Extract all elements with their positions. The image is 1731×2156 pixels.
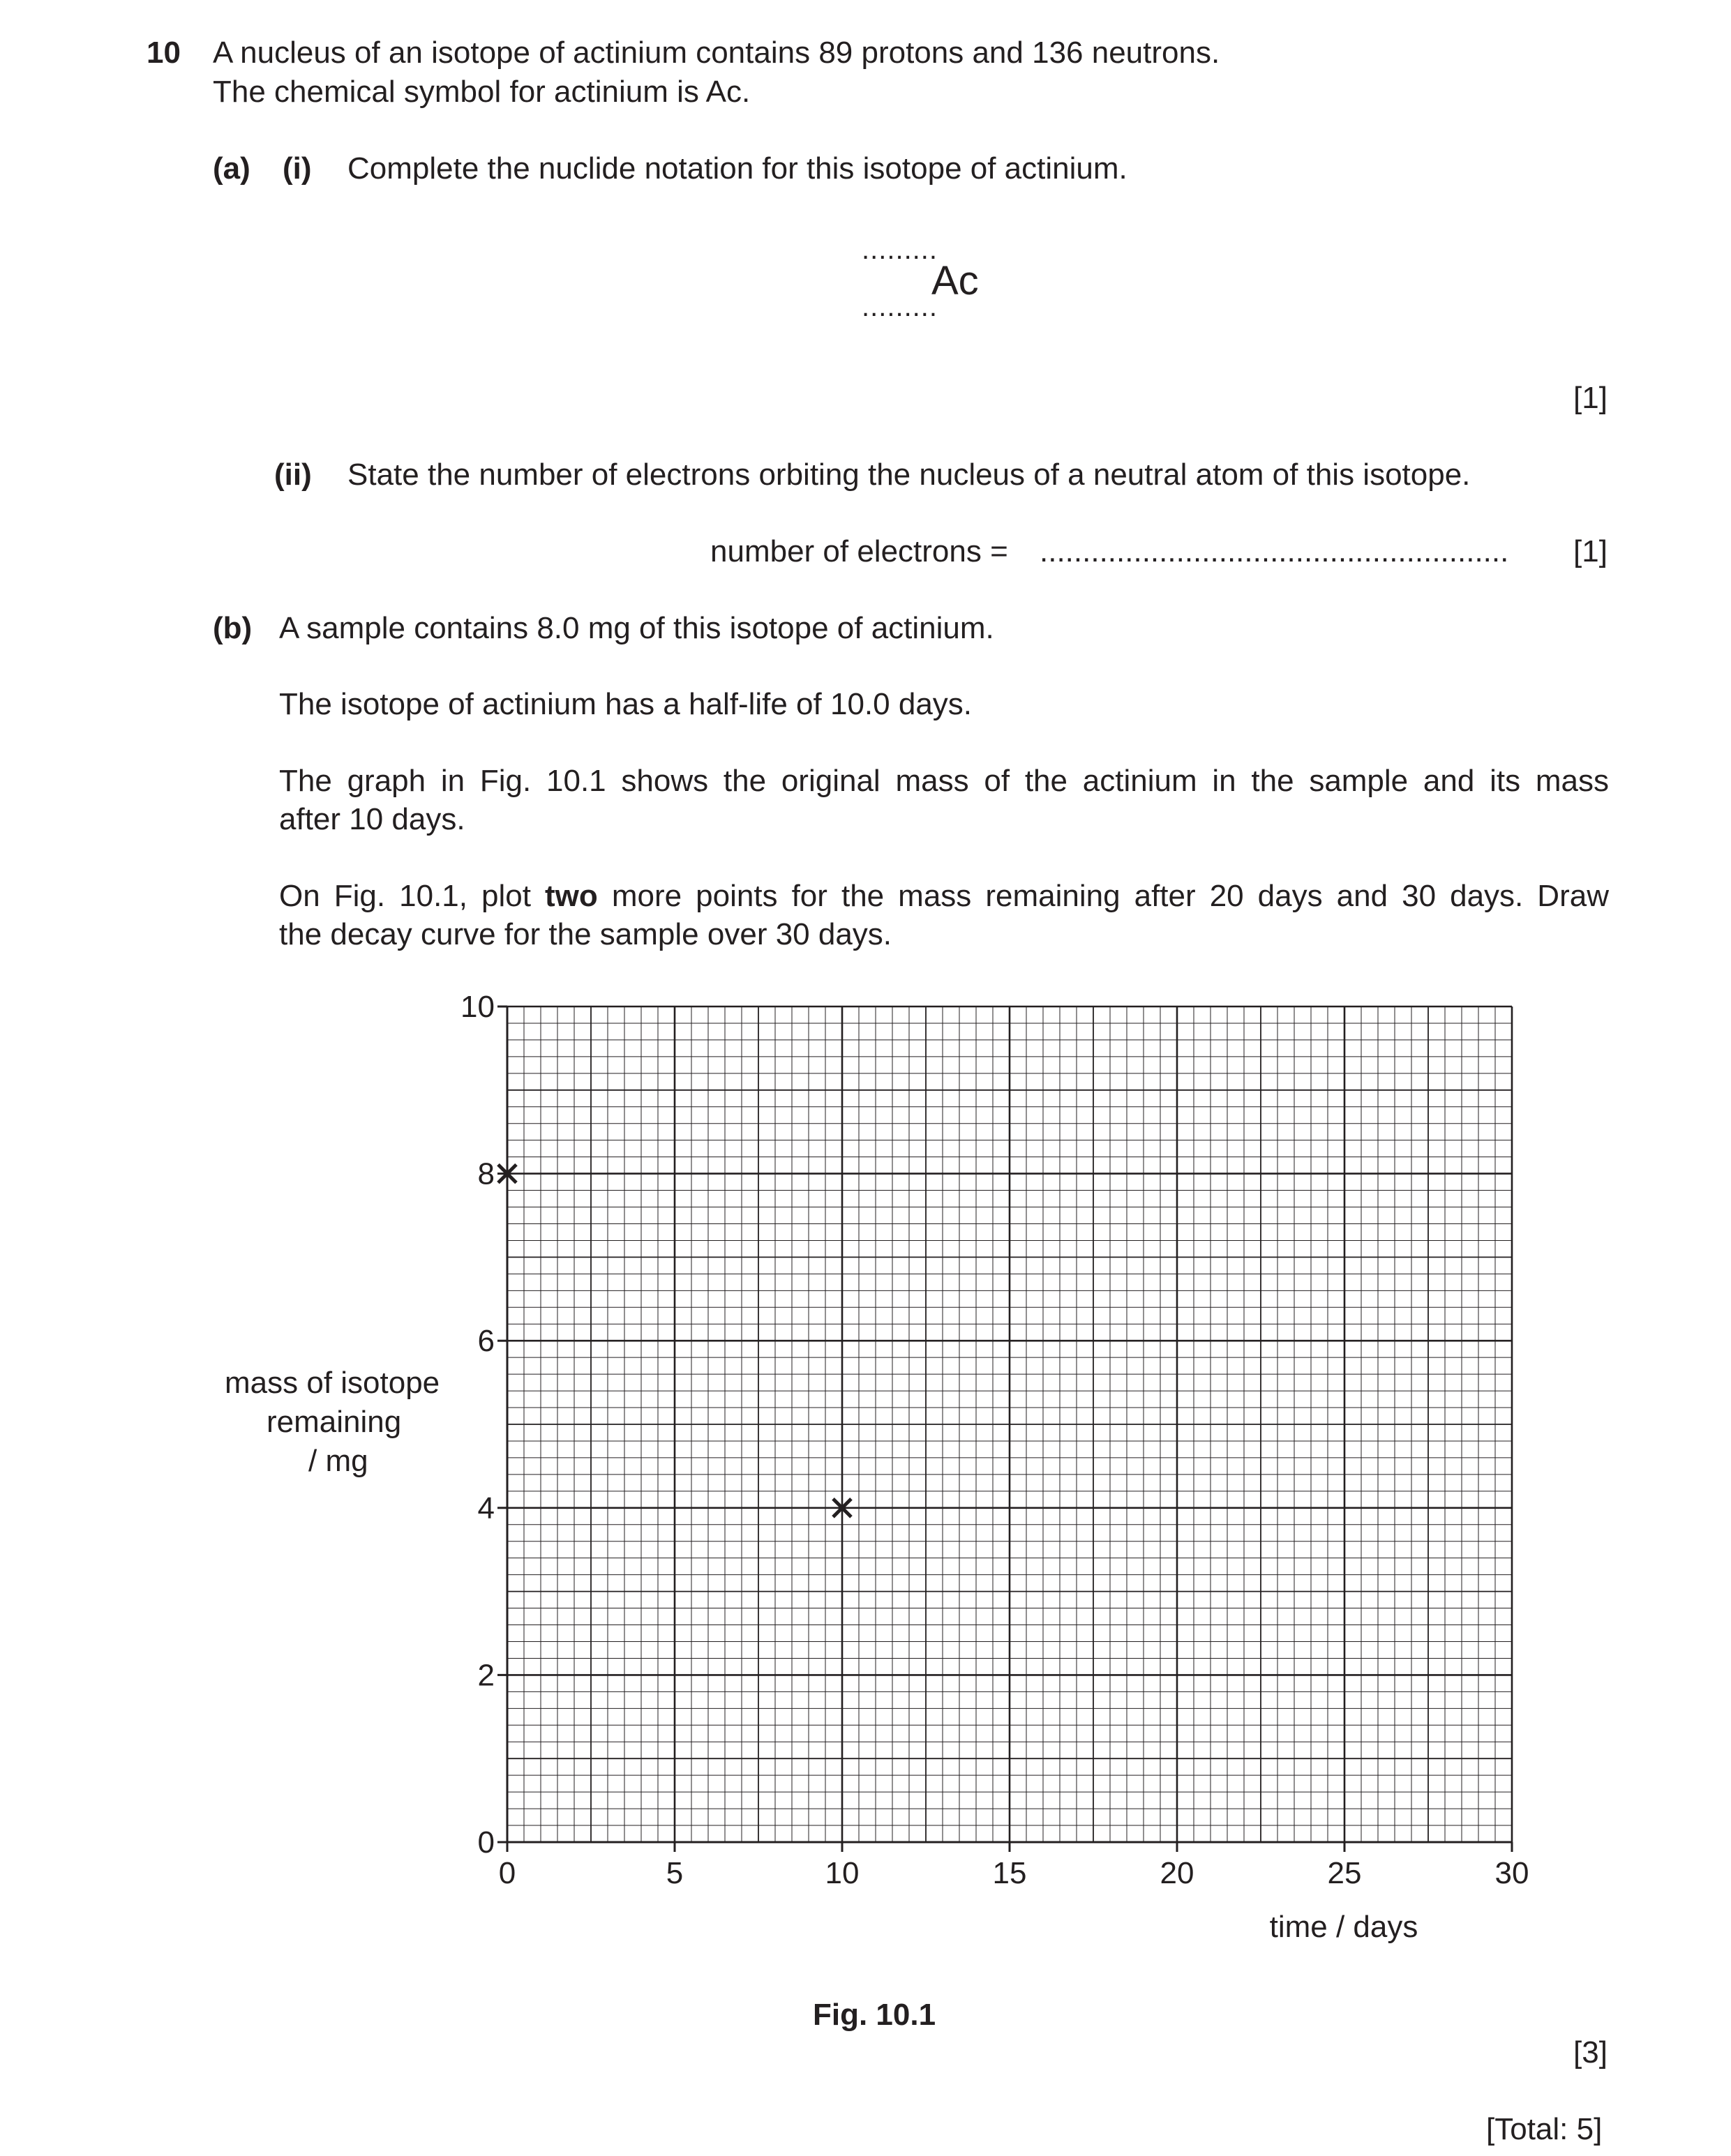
nuclide-mass-number-blank[interactable]: ......... [862, 234, 938, 265]
x-tick-label: 5 [666, 1856, 684, 1890]
part-a-i-marks: [1] [1573, 381, 1608, 415]
nuclide-symbol: Ac [931, 258, 979, 303]
electrons-answer-blank[interactable]: ....................................................... [1040, 534, 1509, 568]
part-a-label: (a) [213, 151, 250, 186]
part-a-ii-label: (ii) [274, 458, 312, 492]
part-b-para4-bold: two [545, 879, 598, 913]
y-axis-label-line3: / mg [308, 1444, 368, 1478]
part-a-i-text: Complete the nuclide notation for this isotope of actinium. [347, 151, 1127, 186]
part-b-para4-post: more points for the mass remaining after 20 days and 30 days. Draw [611, 879, 1609, 913]
part-b-para3-line1: The graph in Fig. 10.1 shows the original mass of the actinium in the sample and its mass [279, 764, 1609, 798]
part-b-line2: The isotope of actinium has a half-life of 10.0 days. [279, 687, 973, 721]
x-tick-label: 20 [1160, 1856, 1194, 1890]
y-tick-label: 10 [460, 990, 495, 1024]
question-number: 10 [147, 36, 181, 70]
y-axis-label-line1: mass of isotope [225, 1366, 440, 1400]
part-b-para3-line2: after 10 days. [279, 802, 465, 836]
part-b-line1: A sample contains 8.0 mg of this isotope of actinium. [279, 611, 994, 645]
part-a-ii-text: State the number of electrons orbiting the nucleus of a neutral atom of this isotope. [347, 458, 1471, 492]
question-intro-line1: A nucleus of an isotope of actinium contains 89 protons and 136 neutrons. [213, 36, 1220, 70]
question-intro-line2: The chemical symbol for actinium is Ac. [213, 75, 751, 109]
axis-tick-labels [460, 990, 1529, 1890]
part-b-marks: [3] [1573, 2035, 1608, 2070]
part-b-para4-line2: the decay curve for the sample over 30 days. [279, 917, 892, 951]
x-tick-label: 0 [498, 1856, 516, 1890]
part-b-para4-pre: On Fig. 10.1, plot [279, 879, 531, 913]
electrons-answer-label: number of electrons = [710, 534, 1008, 568]
part-a-ii-marks: [1] [1573, 534, 1608, 568]
part-a-i-label: (i) [283, 151, 312, 186]
y-tick-label: 2 [477, 1658, 495, 1693]
total-marks: [Total: 5] [1486, 2112, 1603, 2146]
x-tick-label: 10 [825, 1856, 860, 1890]
x-tick-label: 30 [1494, 1856, 1529, 1890]
y-tick-label: 8 [477, 1156, 495, 1191]
x-tick-label: 15 [992, 1856, 1027, 1890]
nuclide-proton-number-blank[interactable]: ......... [862, 292, 938, 322]
y-tick-label: 6 [477, 1324, 495, 1359]
figure-caption: Fig. 10.1 [813, 1998, 936, 2032]
y-tick-label: 4 [477, 1491, 495, 1525]
y-tick-label: 0 [477, 1825, 495, 1860]
x-axis-label: time / days [1269, 1910, 1418, 1944]
y-axis-label-line2: remaining [267, 1405, 402, 1439]
part-b-label: (b) [213, 611, 253, 645]
x-tick-label: 25 [1327, 1856, 1362, 1890]
